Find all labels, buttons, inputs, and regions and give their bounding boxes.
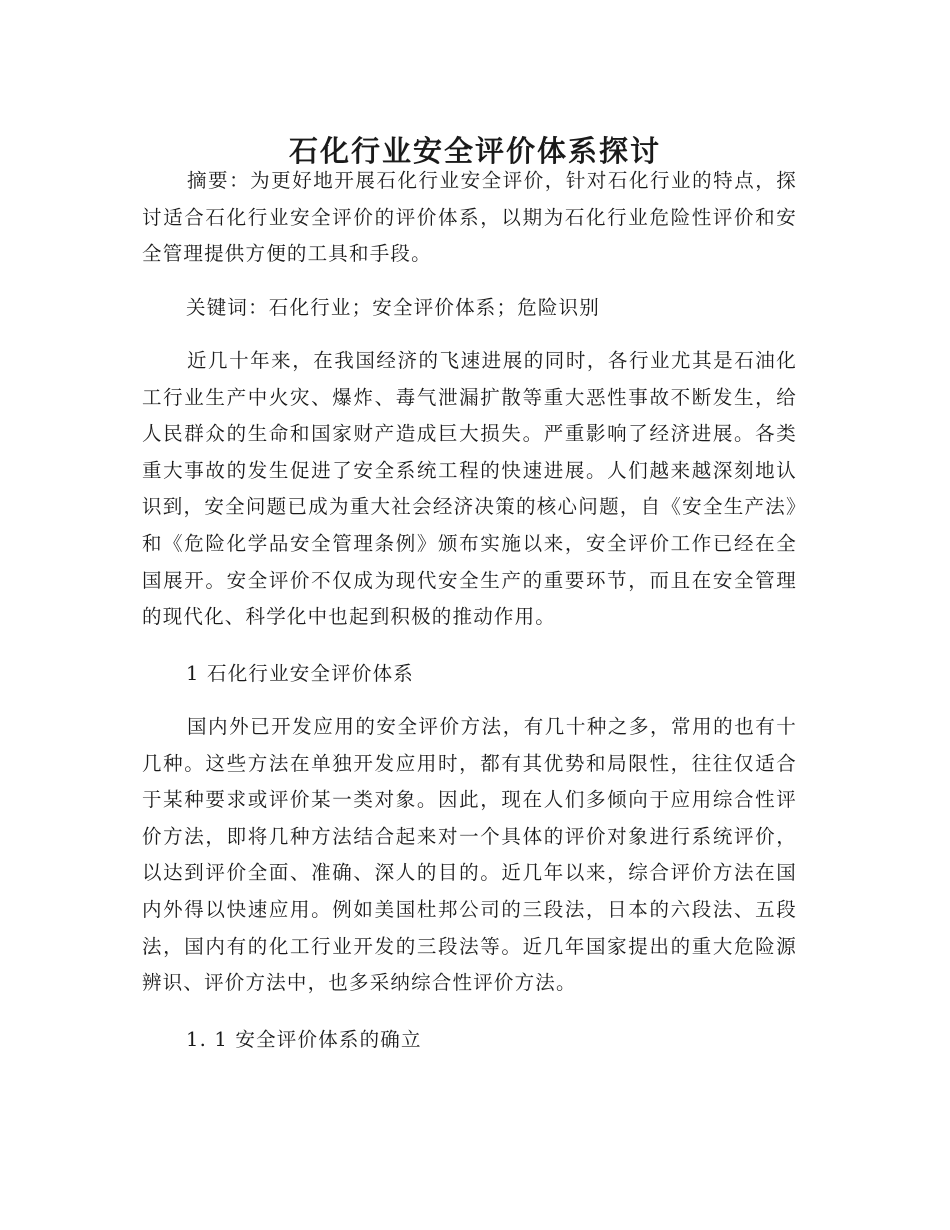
- keywords-line: 关键词：石化行业；安全评价体系；危险识别: [186, 296, 601, 319]
- intro-paragraph: 近几十年来，在我国经济的飞速进展的同时，各行业尤其是石油化工行业生产中火灾、爆炸、毒气泄漏扩散等重大恶性事故不断发生，给人民群众的生命和国家财产造成巨大损失。严重影响了经济进展。各类重大事故的发生促进了安全系统工程的快速进展。人们越来越深刻地认识到，安全问题已成为重大社会经济决策的核心问题，自《安全生产法》和《危险化学品安全管理条例》颁布实施以来，安全评价工作已经在全国展开。安全评价不仅成为现代安全生产的重要环节，而且在安全管理的现代化、科学化中也起到积极的推动作用。: [142, 349, 797, 629]
- document-title: 石化行业安全评价体系探讨: [288, 134, 661, 169]
- section-1-paragraph: 国内外已开发应用的安全评价方法，有几十种之多，常用的也有十几种。这些方法在单独开发应用时，都有其优势和局限性，往往仅适合于某种要求或评价某一类对象。因此，现在人们多倾向于应用综合性评价方法，即将几种方法结合起来对一个具体的评价对象进行系统评价，以达到评价全面、准确、深人的目的。近几年以来，综合评价方法在国内外得以快速应用。例如美国杜邦公司的三段法，日本的六段法、五段法，国内有的化工行业开发的三段法等。近几年国家提出的重大危险源辨识、评价方法中，也多采纳综合性评价方法。: [142, 715, 797, 995]
- abstract-paragraph: 摘要：为更好地开展石化行业安全评价，针对石化行业的特点，探讨适合石化行业安全评价的评价体系，以期为石化行业危险性评价和安全管理提供方便的工具和手段。: [142, 169, 797, 266]
- section-1-1-heading: 1. 1 安全评价体系的确立: [186, 1028, 422, 1051]
- section-1-heading: 1 石化行业安全评价体系: [186, 662, 415, 685]
